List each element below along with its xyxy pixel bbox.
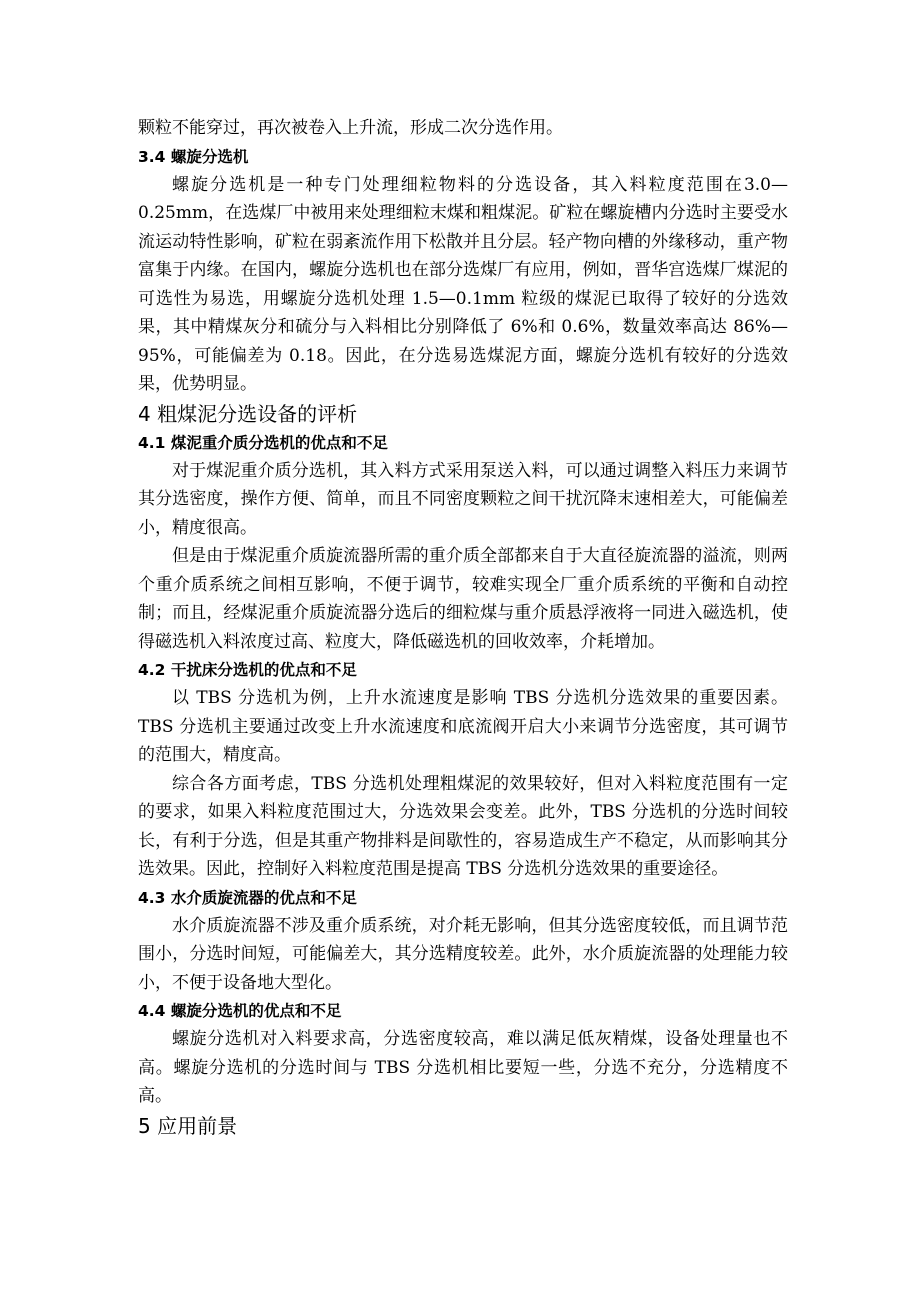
document-page: [138, 114, 788, 1141]
section-heading-3-4: 3.4 螺旋分选机: [138, 147, 249, 166]
paragraph-dense-medium-pros: 对于煤泥重介质分选机，其入料方式采用泵送入料，可以通过调整入料压力来调节其分选密度，操作方便、简单，而且不同密度颗粒之间干扰沉降末速相差大，可能偏差小，精度很高。: [138, 460, 788, 538]
paragraph-continuation: 颗粒不能穿过，再次被卷入上升流，形成二次分选作用。: [138, 118, 563, 138]
section-heading-4-2: 4.2 干扰床分选机的优点和不足: [138, 661, 357, 679]
section-heading-4-1: 4.1 煤泥重介质分选机的优点和不足: [138, 433, 388, 452]
section-heading-4: 4 粗煤泥分选设备的评析: [138, 401, 358, 426]
paragraph-tbs-pros: 以 TBS 分选机为例，上升水流速度是影响 TBS 分选机分选效果的重要因素。TBS 分选机主要通过改变上升水流速度和底流阀开启大小来调节分选密度，其可调节的范围大，精度高。: [138, 688, 788, 765]
section-heading-5: 5 应用前景: [138, 1113, 238, 1138]
paragraph-water-cyclone: 水介质旋流器不涉及重介质系统，对介耗无影响，但其分选密度较低，而且调节范围小，分选时间短，可能偏差大，其分选精度较差。此外，水介质旋流器的处理能力较小，不便于设备地大型化。: [138, 915, 788, 993]
paragraph-spiral-cons: 螺旋分选机对入料要求高，分选密度较高，难以满足低灰精煤，设备处理量也不高。螺旋分选机的分选时间与 TBS 分选机相比要短一些，分选不充分，分选精度不高。: [138, 1029, 788, 1106]
section-heading-4-4: 4.4 螺旋分选机的优点和不足: [138, 1002, 342, 1020]
paragraph-tbs-cons: 综合各方面考虑，TBS 分选机处理粗煤泥的效果较好，但对入料粒度范围有一定的要求，如果入料粒度范围过大，分选效果会变差。此外，TBS 分选机的分选时间较长，有利于分选，但是其重产物排料是间歇性的，容易造成生产不稳定，从而影响其分选效果。因此，控制好入料粒度范围是提高 TBS 分选机分选效果的重要途径。: [138, 773, 788, 879]
paragraph-dense-medium-cons: 但是由于煤泥重介质旋流器所需的重介质全部都来自于大直径旋流器的溢流，则两个重介质系统之间相互影响，不便于调节，较难实现全厂重介质系统的平衡和自动控制；而且，经煤泥重介质旋流器分选后的细粒煤与重介质悬浮液将一同进入磁选机，使得磁选机入料浓度过高、粒度大，降低磁选机的回收效率，介耗增加。: [138, 546, 788, 652]
section-heading-4-3: 4.3 水介质旋流器的优点和不足: [138, 888, 357, 907]
paragraph-spiral-separator: 螺旋分选机是一种专门处理细粒物料的分选设备，其入料粒度范围在3.0—0.25mm，在选煤厂中被用来处理细粒末煤和粗煤泥。矿粒在螺旋槽内分选时主要受水流运动特性影响，矿粒在弱紊流作用下松散并且分层。轻产物向槽的外缘移动，重产物富集于内缘。在国内，螺旋分选机也在部分选煤厂有应用，例如，晋华宫选煤厂煤泥的可选性为易选，用螺旋分选机处理 1.5—0.1mm 粒级的煤泥已取得了较好的分选效果，其中精煤灰分和硫分与入料相比分别降低了 6%和 0.6%，数量效率高达 86%—95%，可能偏差为 0.18。因此，在分选易选煤泥方面，螺旋分选机有较好的分选效果，优势明显。: [138, 174, 788, 394]
